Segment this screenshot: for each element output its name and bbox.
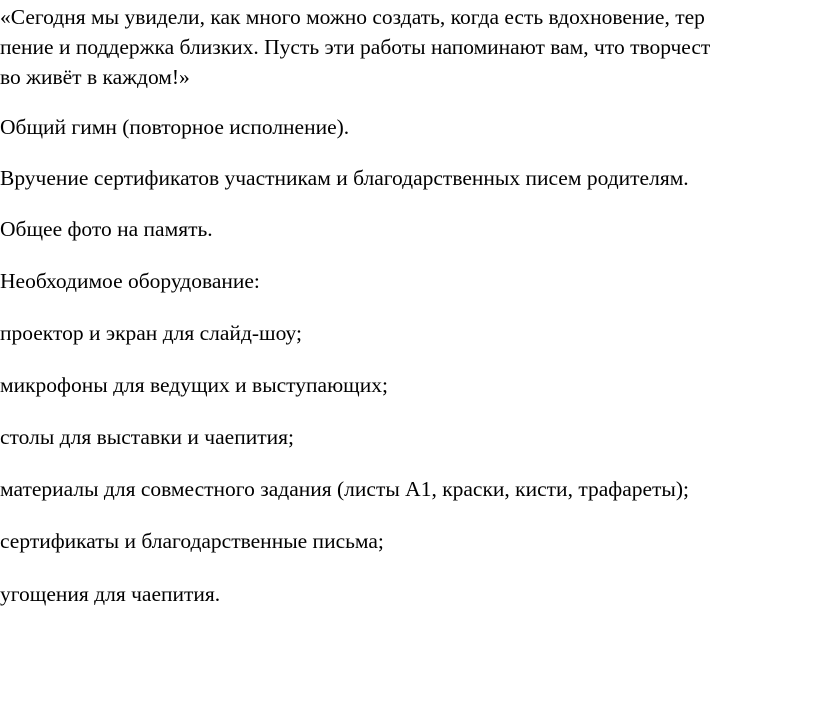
closing-quote: «Сегодня мы увидели, как много можно создать, когда есть вдохновение, тер пение и поддержка близких. Пусть эти работы напоминают вам, что творчест во живёт в каждом!» xyxy=(0,5,711,89)
paragraph-anthem: Общий гимн (повторное исполнение). xyxy=(0,115,350,139)
equipment-item-microphones: микрофоны для ведущих и выступающих; xyxy=(0,373,388,397)
paragraph-photo: Общее фото на память. xyxy=(0,217,213,241)
equipment-item-tables: столы для выставки и чаепития; xyxy=(0,425,294,449)
equipment-item-certificates: сертификаты и благодарственные письма; xyxy=(0,529,384,553)
equipment-heading: Необходимое оборудование: xyxy=(0,269,260,293)
equipment-item-treats: угощения для чаепития. xyxy=(0,582,221,606)
equipment-item-projector: проектор и экран для слайд-шоу; xyxy=(0,321,302,345)
paragraph-certificates: Вручение сертификатов участникам и благодарственных писем родителям. xyxy=(0,166,689,190)
equipment-item-materials: материалы для совместного задания (листы А1, краски, кисти, трафареты); xyxy=(0,477,690,501)
